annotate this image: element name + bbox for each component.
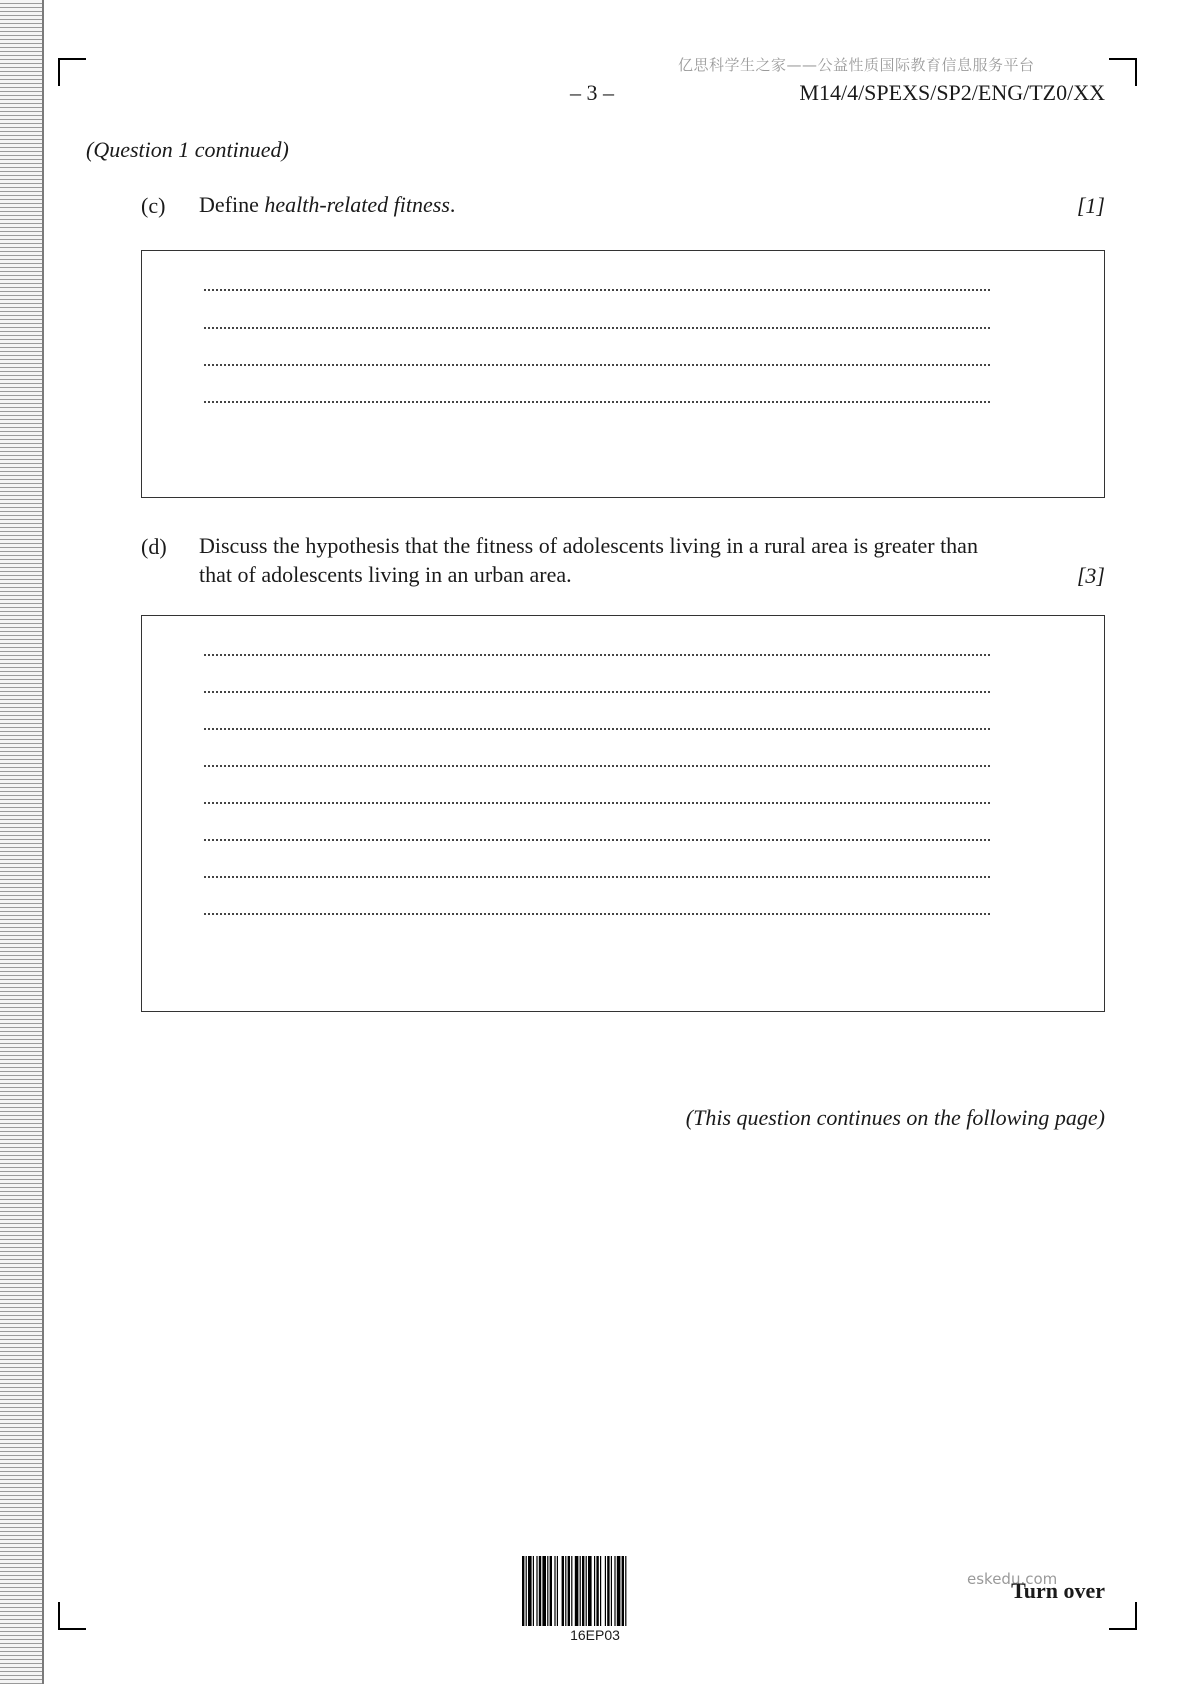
barcode-bar [571, 1556, 572, 1626]
question-c-marks: [1] [1076, 193, 1105, 218]
barcode-bar [575, 1556, 579, 1626]
footer-watermark: eskedu.com [967, 1570, 1058, 1588]
answer-line[interactable] [204, 913, 990, 915]
answer-line[interactable] [204, 876, 990, 878]
barcode-bar [526, 1556, 527, 1626]
crop-mark-top-right [1109, 58, 1137, 86]
paper-code: M14/4/SPEXS/SP2/ENG/TZ0/XX [799, 80, 1105, 105]
barcode-text: 16EP03 [570, 1627, 620, 1643]
question-d-marks: [3] [1076, 563, 1105, 588]
scan-margin-strip [0, 0, 44, 1684]
crop-mark-top-left [58, 58, 86, 86]
continues-note: (This question continues on the following page) [685, 1105, 1105, 1130]
answer-line[interactable] [204, 765, 990, 767]
question-c-term: health-related fitness [264, 192, 450, 217]
barcode-bar [588, 1556, 592, 1626]
question-continued-label: (Question 1 continued) [86, 137, 289, 162]
barcode-graphic [522, 1556, 668, 1626]
barcode-bar [605, 1556, 606, 1626]
question-d-label: (d) [141, 534, 167, 559]
answer-box-d[interactable] [141, 615, 1105, 1012]
answer-line[interactable] [204, 839, 990, 841]
barcode-bar [536, 1556, 537, 1626]
barcode-bar [614, 1556, 615, 1626]
barcode-bar [522, 1556, 524, 1626]
barcode-bar [557, 1556, 558, 1626]
barcode-bar [594, 1556, 595, 1626]
barcode [522, 1556, 668, 1626]
answer-line[interactable] [204, 401, 990, 403]
question-c-text-end: . [449, 192, 456, 217]
question-c-text [199, 190, 455, 219]
barcode-bar [607, 1556, 609, 1626]
barcode-bar [554, 1556, 555, 1626]
barcode-bar [596, 1556, 598, 1626]
turn-over-label: Turn over [1011, 1578, 1105, 1603]
answer-line[interactable] [204, 691, 990, 693]
barcode-bar [580, 1556, 581, 1626]
question-d-text-line-2: that of adolescents living in an urban area. [199, 562, 572, 587]
barcode-bar [611, 1556, 612, 1626]
barcode-bar [533, 1556, 534, 1626]
barcode-bar [565, 1556, 566, 1626]
barcode-bar [600, 1556, 601, 1626]
crop-mark-bottom-right [1109, 1602, 1137, 1630]
barcode-bar [568, 1556, 570, 1626]
answer-box-c[interactable] [141, 250, 1105, 498]
answer-line[interactable] [204, 327, 990, 329]
barcode-bar [586, 1556, 587, 1626]
barcode-bar [622, 1556, 624, 1626]
barcode-bar [550, 1556, 552, 1626]
barcode-bar [528, 1556, 532, 1626]
barcode-bar [539, 1556, 541, 1626]
barcode-bar [547, 1556, 548, 1626]
barcode-bar [562, 1556, 564, 1626]
page-number: – 3 – [570, 80, 614, 105]
question-c-text-start: Define [199, 192, 265, 217]
question-d-text-line-1: Discuss the hypothesis that the fitness of adolescents living in a rural area is greater than [199, 533, 978, 558]
question-d-text [199, 531, 978, 589]
barcode-bar [542, 1556, 546, 1626]
answer-line[interactable] [204, 802, 990, 804]
answer-line[interactable] [204, 654, 990, 656]
answer-line[interactable] [204, 728, 990, 730]
barcode-bar [625, 1556, 626, 1626]
header-watermark: 亿思科学生之家——公益性质国际教育信息服务平台 [678, 56, 1035, 74]
crop-mark-bottom-left [58, 1602, 86, 1630]
answer-line[interactable] [204, 364, 990, 366]
barcode-bar [582, 1556, 584, 1626]
barcode-bar [617, 1556, 621, 1626]
question-c-label: (c) [141, 193, 166, 218]
answer-line[interactable] [204, 289, 990, 291]
